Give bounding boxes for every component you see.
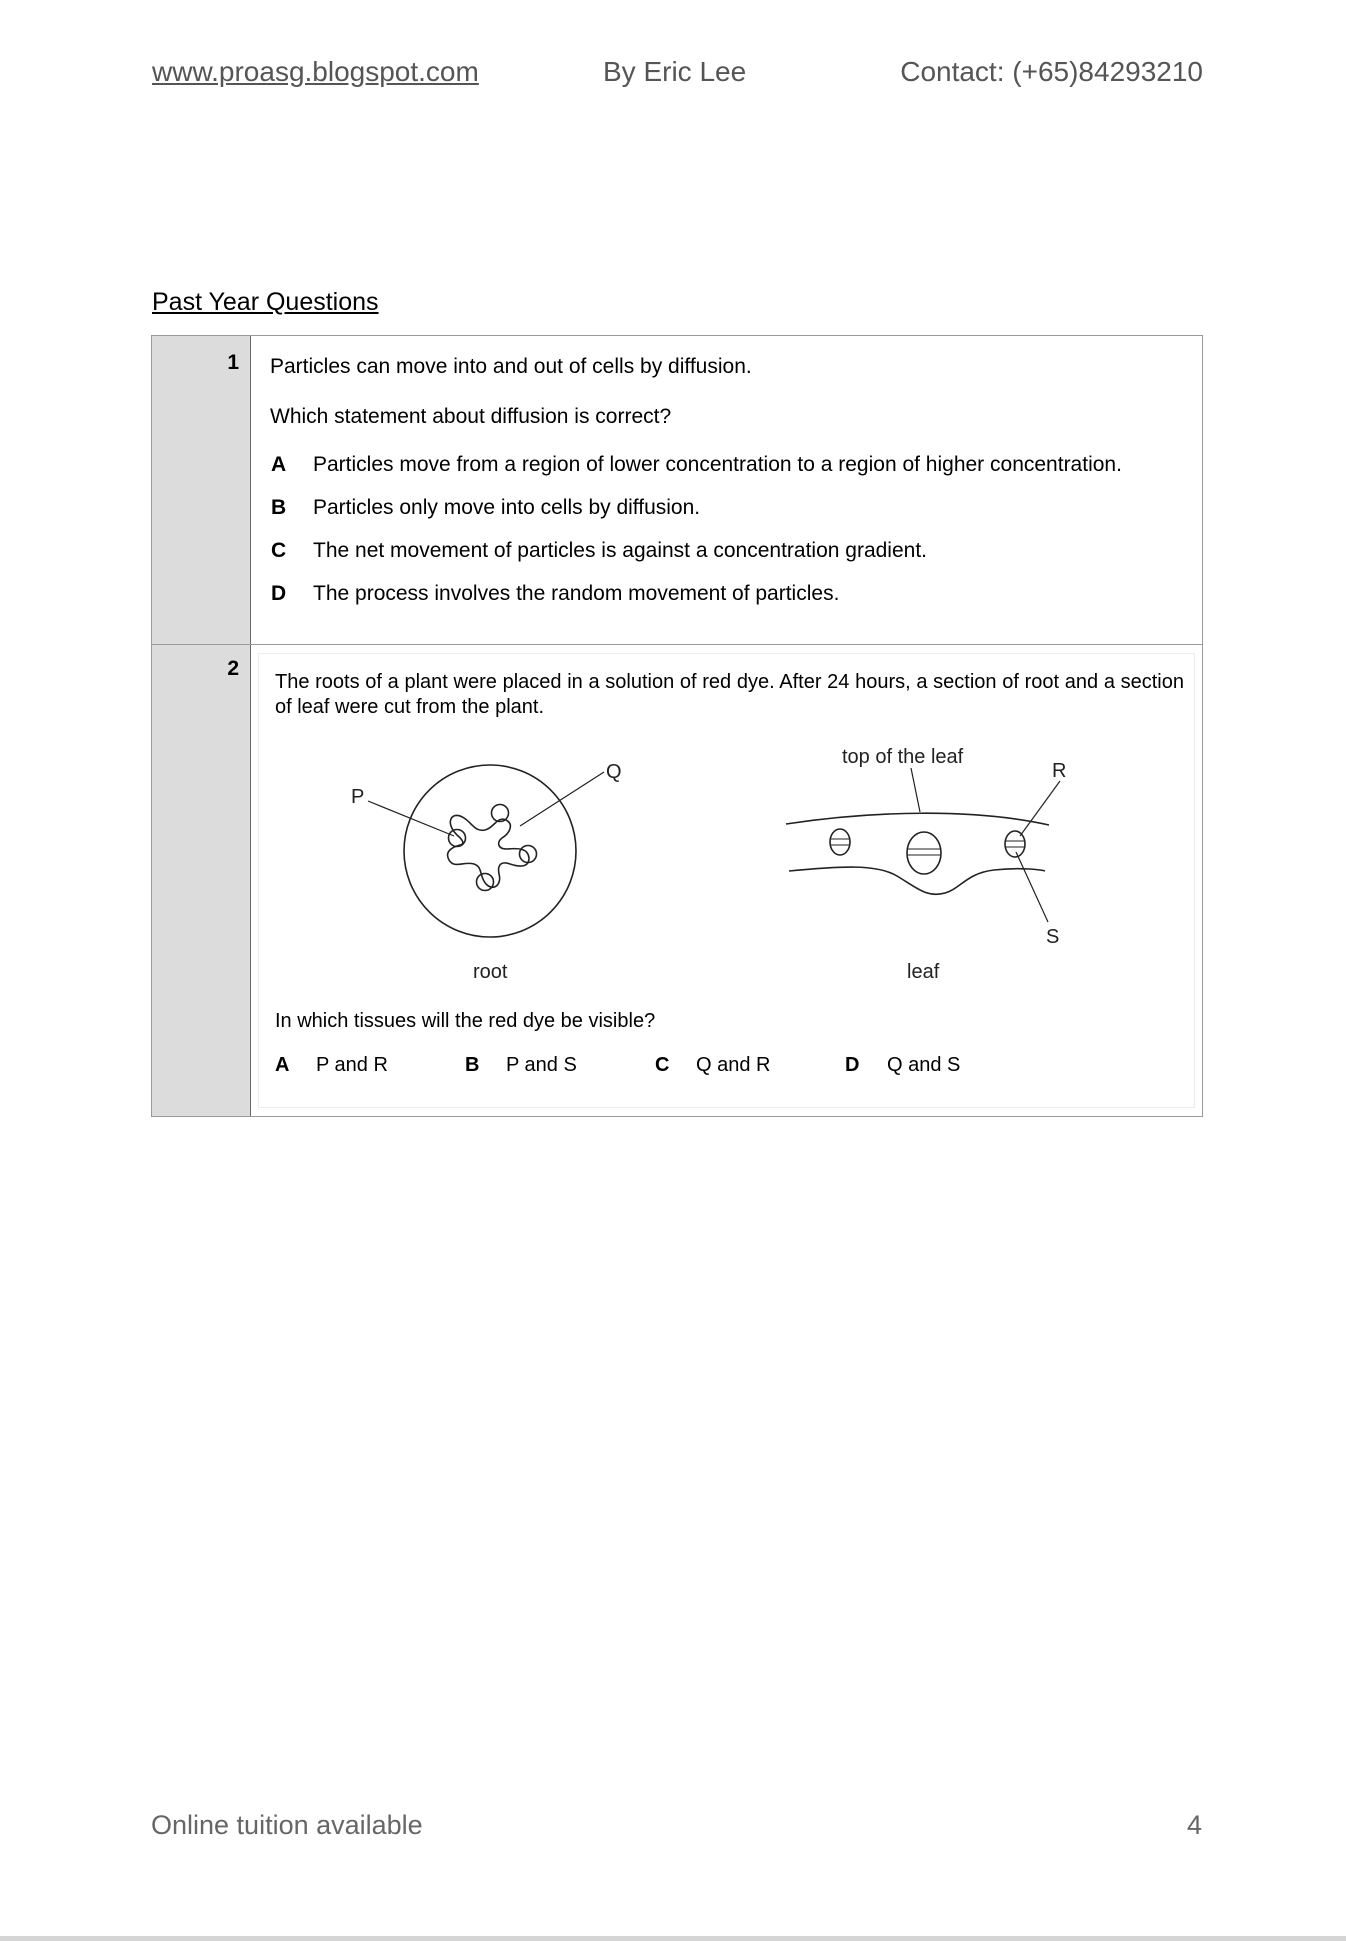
label-q: Q [606,761,622,783]
question-1-stem: Particles can move into and out of cells by diffusion. [270,355,752,378]
q2-option-c-text: Q and R [696,1054,771,1076]
question-2-number: 2 [227,657,239,680]
label-line-p [368,801,454,836]
q1-option-b-text: Particles only move into cells by diffusion. [313,496,701,519]
q2-option-d-text: Q and S [887,1054,961,1076]
root-section [368,765,604,937]
leaf-vein-right [1005,831,1025,857]
q1-option-a-text: Particles move from a region of lower concentration to a region of higher concentration. [313,453,1122,476]
label-r: R [1052,760,1067,782]
author-credit: By Eric Lee [603,56,747,87]
root-leaf-diagram [152,336,1202,1116]
label-line-q [520,772,604,826]
phloem-p [449,830,466,847]
page-bottom-edge [0,1936,1346,1941]
website-link[interactable]: www.proasg.blogspot.com [152,56,479,87]
section-title: Past Year Questions [152,288,379,316]
root-outline [404,765,576,937]
question-1-prompt: Which statement about diffusion is correct? [270,405,672,428]
leaf-caption: leaf [907,961,940,983]
root-caption: root [473,961,508,983]
leaf-lower-surface [789,867,1045,894]
q1-option-c-text: The net movement of particles is against a concentration gradient. [313,539,928,562]
label-line-top [911,768,920,812]
question-2-stem: The roots of a plant were placed in a solution of red dye. After 24 hours, a section of root and a section of leaf were cut from the plant. [275,671,1184,718]
label-s: S [1046,926,1060,948]
q1-option-b-letter: B [271,496,287,519]
xylem-star [448,815,529,887]
q1-option-d-letter: D [271,582,287,605]
question-table [151,335,1203,1117]
q1-option-a-letter: A [271,453,287,476]
leaf-section [786,768,1060,922]
leaf-midrib [907,832,941,874]
footer-note: Online tuition available [151,1810,423,1840]
q1-option-c-letter: C [271,539,287,562]
q2-option-c-letter: C [655,1054,670,1076]
leaf-top-label: top of the leaf [842,746,964,768]
q2-option-b-text: P and S [506,1054,577,1076]
q2-option-b-letter: B [465,1054,480,1076]
leaf-upper-surface [786,813,1049,825]
label-line-r [1020,781,1060,836]
page-number: 4 [1186,1810,1202,1840]
q2-option-a-text: P and R [316,1054,388,1076]
contact-info: Contact: (+65)84293210 [900,56,1203,87]
q2-option-d-letter: D [845,1054,860,1076]
question-2-prompt: In which tissues will the red dye be visible? [275,1010,656,1032]
q1-option-d-text: The process involves the random movement of particles. [313,582,840,605]
q2-option-a-letter: A [275,1054,290,1076]
label-line-s [1016,852,1048,922]
label-p: P [351,786,365,808]
leaf-vein-left [830,829,850,855]
question-1-number: 1 [227,351,239,374]
